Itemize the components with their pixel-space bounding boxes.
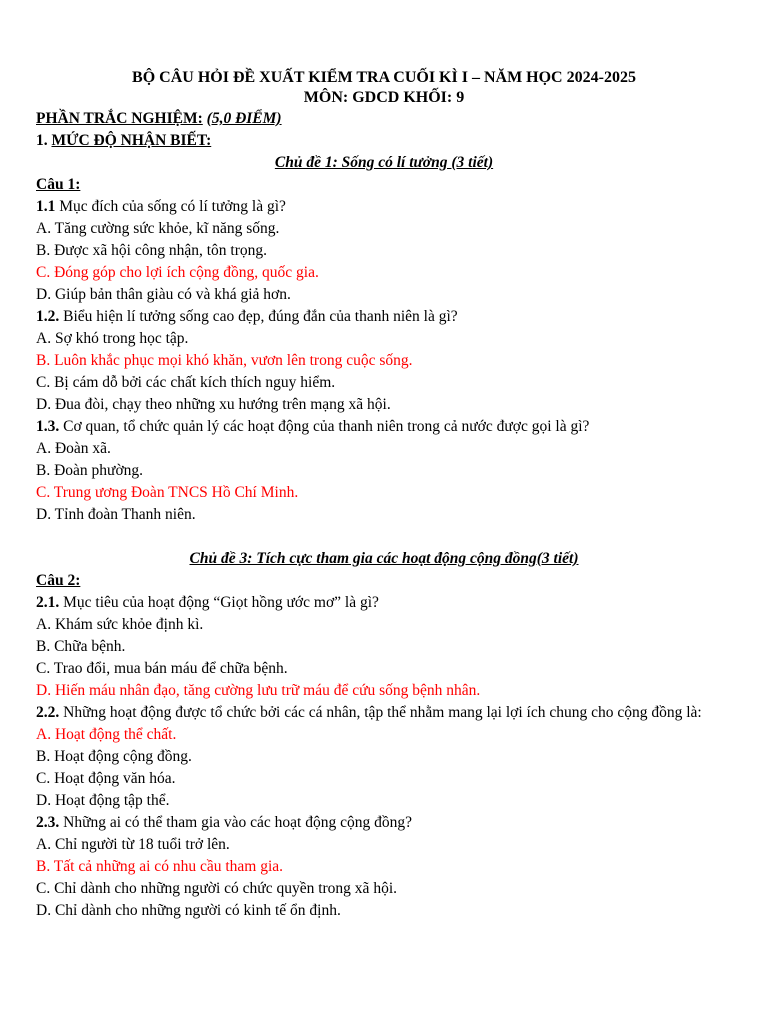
answer-option: C. Chỉ dành cho những người có chức quyền trong xã hội. — [36, 880, 397, 897]
question-title: Câu 2: — [36, 572, 81, 589]
answer-option: B. Chữa bệnh. — [36, 638, 126, 655]
answer-option: C. Hoạt động văn hóa. — [36, 770, 176, 787]
answer-option-correct: D. Hiến máu nhân đạo, tăng cường lưu trữ máu để cứu sống bệnh nhân. — [36, 682, 481, 699]
question-item — [36, 592, 732, 614]
subject-grade: MÔN: GDCD KHỐI: 9 — [303, 89, 465, 106]
question-item — [36, 812, 732, 834]
level-number: 1. — [36, 132, 48, 149]
question-title-row — [36, 174, 732, 196]
question-number: 2.2. — [36, 704, 60, 721]
answer-option: D. Hoạt động tập thể. — [36, 792, 170, 809]
question-item — [36, 196, 732, 218]
answer-option: A. Tăng cường sức khỏe, kĩ năng sống. — [36, 220, 280, 237]
answer-option: B. Được xã hội công nhận, tôn trọng. — [36, 242, 267, 259]
answer-option: C. Trao đổi, mua bán máu để chữa bệnh. — [36, 660, 288, 677]
answer-option-correct: B. Tất cả những ai có nhu cầu tham gia. — [36, 858, 284, 875]
document-title: BỘ CÂU HỎI ĐỀ XUẤT KIỂM TRA CUỐI KÌ I – NĂM HỌC 2024-2025 — [132, 69, 636, 86]
document-header — [36, 68, 732, 108]
question-item — [36, 416, 732, 438]
part-points: (5,0 ĐIỂM) — [206, 110, 282, 127]
part-label: PHẦN TRẮC NGHIỆM: — [36, 110, 203, 127]
question-text: Mục đích của sống có lí tưởng là gì? — [55, 198, 286, 215]
question-text: Biểu hiện lí tưởng sống cao đẹp, đúng đắn của thanh niên là gì? — [59, 308, 458, 325]
answer-option: C. Bị cám dỗ bởi các chất kích thích nguy hiểm. — [36, 374, 336, 391]
part-heading — [36, 108, 732, 130]
answer-option: A. Sợ khó trong học tập. — [36, 330, 189, 347]
level-heading — [36, 130, 732, 152]
answer-option: B. Hoạt động cộng đồng. — [36, 748, 192, 765]
topic-heading: Chủ đề 1: Sống có lí tưởng (3 tiết) — [274, 154, 494, 171]
answer-option: A. Khám sức khỏe định kì. — [36, 616, 204, 633]
question-text: Những ai có thể tham gia vào các hoạt động cộng đồng? — [59, 814, 412, 831]
topic-heading: Chủ đề 3: Tích cực tham gia các hoạt động cộng đồng(3 tiết) — [189, 550, 579, 567]
answer-option-correct: B. Luôn khắc phục mọi khó khăn, vươn lên trong cuộc sống. — [36, 352, 413, 369]
answer-option: D. Tỉnh đoàn Thanh niên. — [36, 506, 196, 523]
question-number: 1.3. — [36, 418, 60, 435]
question-sections — [36, 152, 732, 922]
question-number: 2.3. — [36, 814, 60, 831]
section-spacer — [36, 526, 732, 548]
question-item — [36, 702, 732, 724]
answer-option: A. Đoàn xã. — [36, 440, 111, 457]
question-text: Cơ quan, tổ chức quản lý các hoạt động của thanh niên trong cả nước được gọi là gì? — [59, 418, 590, 435]
answer-option: D. Chỉ dành cho những người có kinh tế ổn định. — [36, 902, 341, 919]
question-text: Những hoạt động được tổ chức bởi các cá nhân, tập thể nhằm mang lại lợi ích chung cho cộng đồng là: — [59, 704, 702, 721]
answer-option: D. Giúp bản thân giàu có và khá giả hơn. — [36, 286, 291, 303]
answer-option-correct: C. Đóng góp cho lợi ích cộng đồng, quốc gia. — [36, 264, 319, 281]
question-text: Mục tiêu của hoạt động “Giọt hồng ước mơ” là gì? — [59, 594, 379, 611]
question-number: 2.1. — [36, 594, 60, 611]
question-title-row — [36, 570, 732, 592]
question-number: 1.1 — [36, 198, 56, 215]
answer-option-correct: C. Trung ương Đoàn TNCS Hồ Chí Minh. — [36, 484, 299, 501]
question-title: Câu 1: — [36, 176, 81, 193]
level-label: MỨC ĐỘ NHẬN BIẾT: — [51, 132, 212, 149]
question-number: 1.2. — [36, 308, 60, 325]
answer-option: B. Đoàn phường. — [36, 462, 144, 479]
answer-option: A. Chỉ người từ 18 tuổi trở lên. — [36, 836, 230, 853]
answer-option: D. Đua đòi, chạy theo những xu hướng trên mạng xã hội. — [36, 396, 391, 413]
question-item — [36, 306, 732, 328]
answer-option-correct: A. Hoạt động thể chất. — [36, 726, 177, 743]
